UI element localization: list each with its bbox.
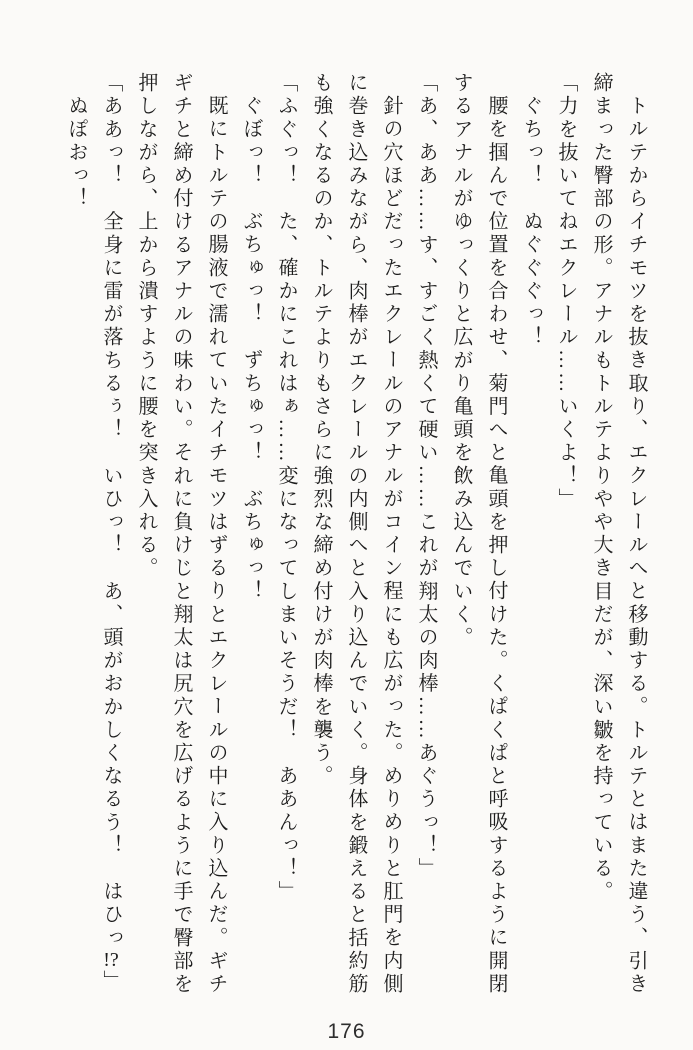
paragraph-dialogue: 「あ、ああ……す、すごく熱くて硬い……これが翔太の肉棒……あぐうっ！」 — [415, 72, 437, 881]
paragraph-dialogue: 「力を抜いてねエクレール……いくよ！」 — [555, 72, 577, 511]
paragraph-narration: 腰を掴んで位置を合わせ、菊門へと亀頭を押し付けた。くぱくぱと呼吸するように開閉するアナルがゆっくりと広がり亀頭を飲み込んでいく。 — [450, 72, 507, 996]
paragraph-sfx: ぬぽおっ！ — [65, 95, 87, 211]
paragraph-dialogue: 「ふぐっ！ た、確かにこれはぁ……変になってしまいそうだ！ ああんっ！」 — [275, 72, 297, 904]
paragraph-narration: トルテからイチモツを抜き取り、エクレールへと移動する。トルテとはまた違う、引き締まった臀部の形。アナルもトルテよりやや大き目だが、深い皺を持っている。 — [590, 72, 647, 996]
paragraph-dialogue: 「ああっ！ 全身に雷が落ちるぅ！ いひっ！ あ、頭がおかしくなるう！ はひっ!?」 — [100, 72, 122, 993]
tate-chu-yoko: !? — [103, 949, 119, 970]
paragraph-sfx: ぐちっ！ ぬぐぐぐっ！ — [520, 95, 542, 350]
text-block — [58, 72, 653, 1000]
paragraph-sfx: ぐぼっ！ ぶちゅっ！ ずちゅっ！ ぶちゅっ！ — [240, 95, 262, 604]
page-number: 176 — [327, 1020, 366, 1043]
paragraph-narration: 既にトルテの腸液で濡れていたイチモツはずるりとエクレールの中に入り込んだ。ギチギチと締め付けるアナルの味わい。それに負けじと翔太は尻穴を広げるように手で臀部を押しながら、上から潰すように腰を突き入れる。 — [135, 72, 227, 996]
paragraph-narration: 針の穴ほどだったエクレールのアナルがコイン程にも広がった。めりめりと肛門を内側に巻き込みながら、肉棒がエクレールの内側へと入り込んでいく。身体を鍛えると括約筋も強くなるのか、トルテよりもさらに強烈な締め付けが肉棒を襲う。 — [310, 72, 402, 996]
